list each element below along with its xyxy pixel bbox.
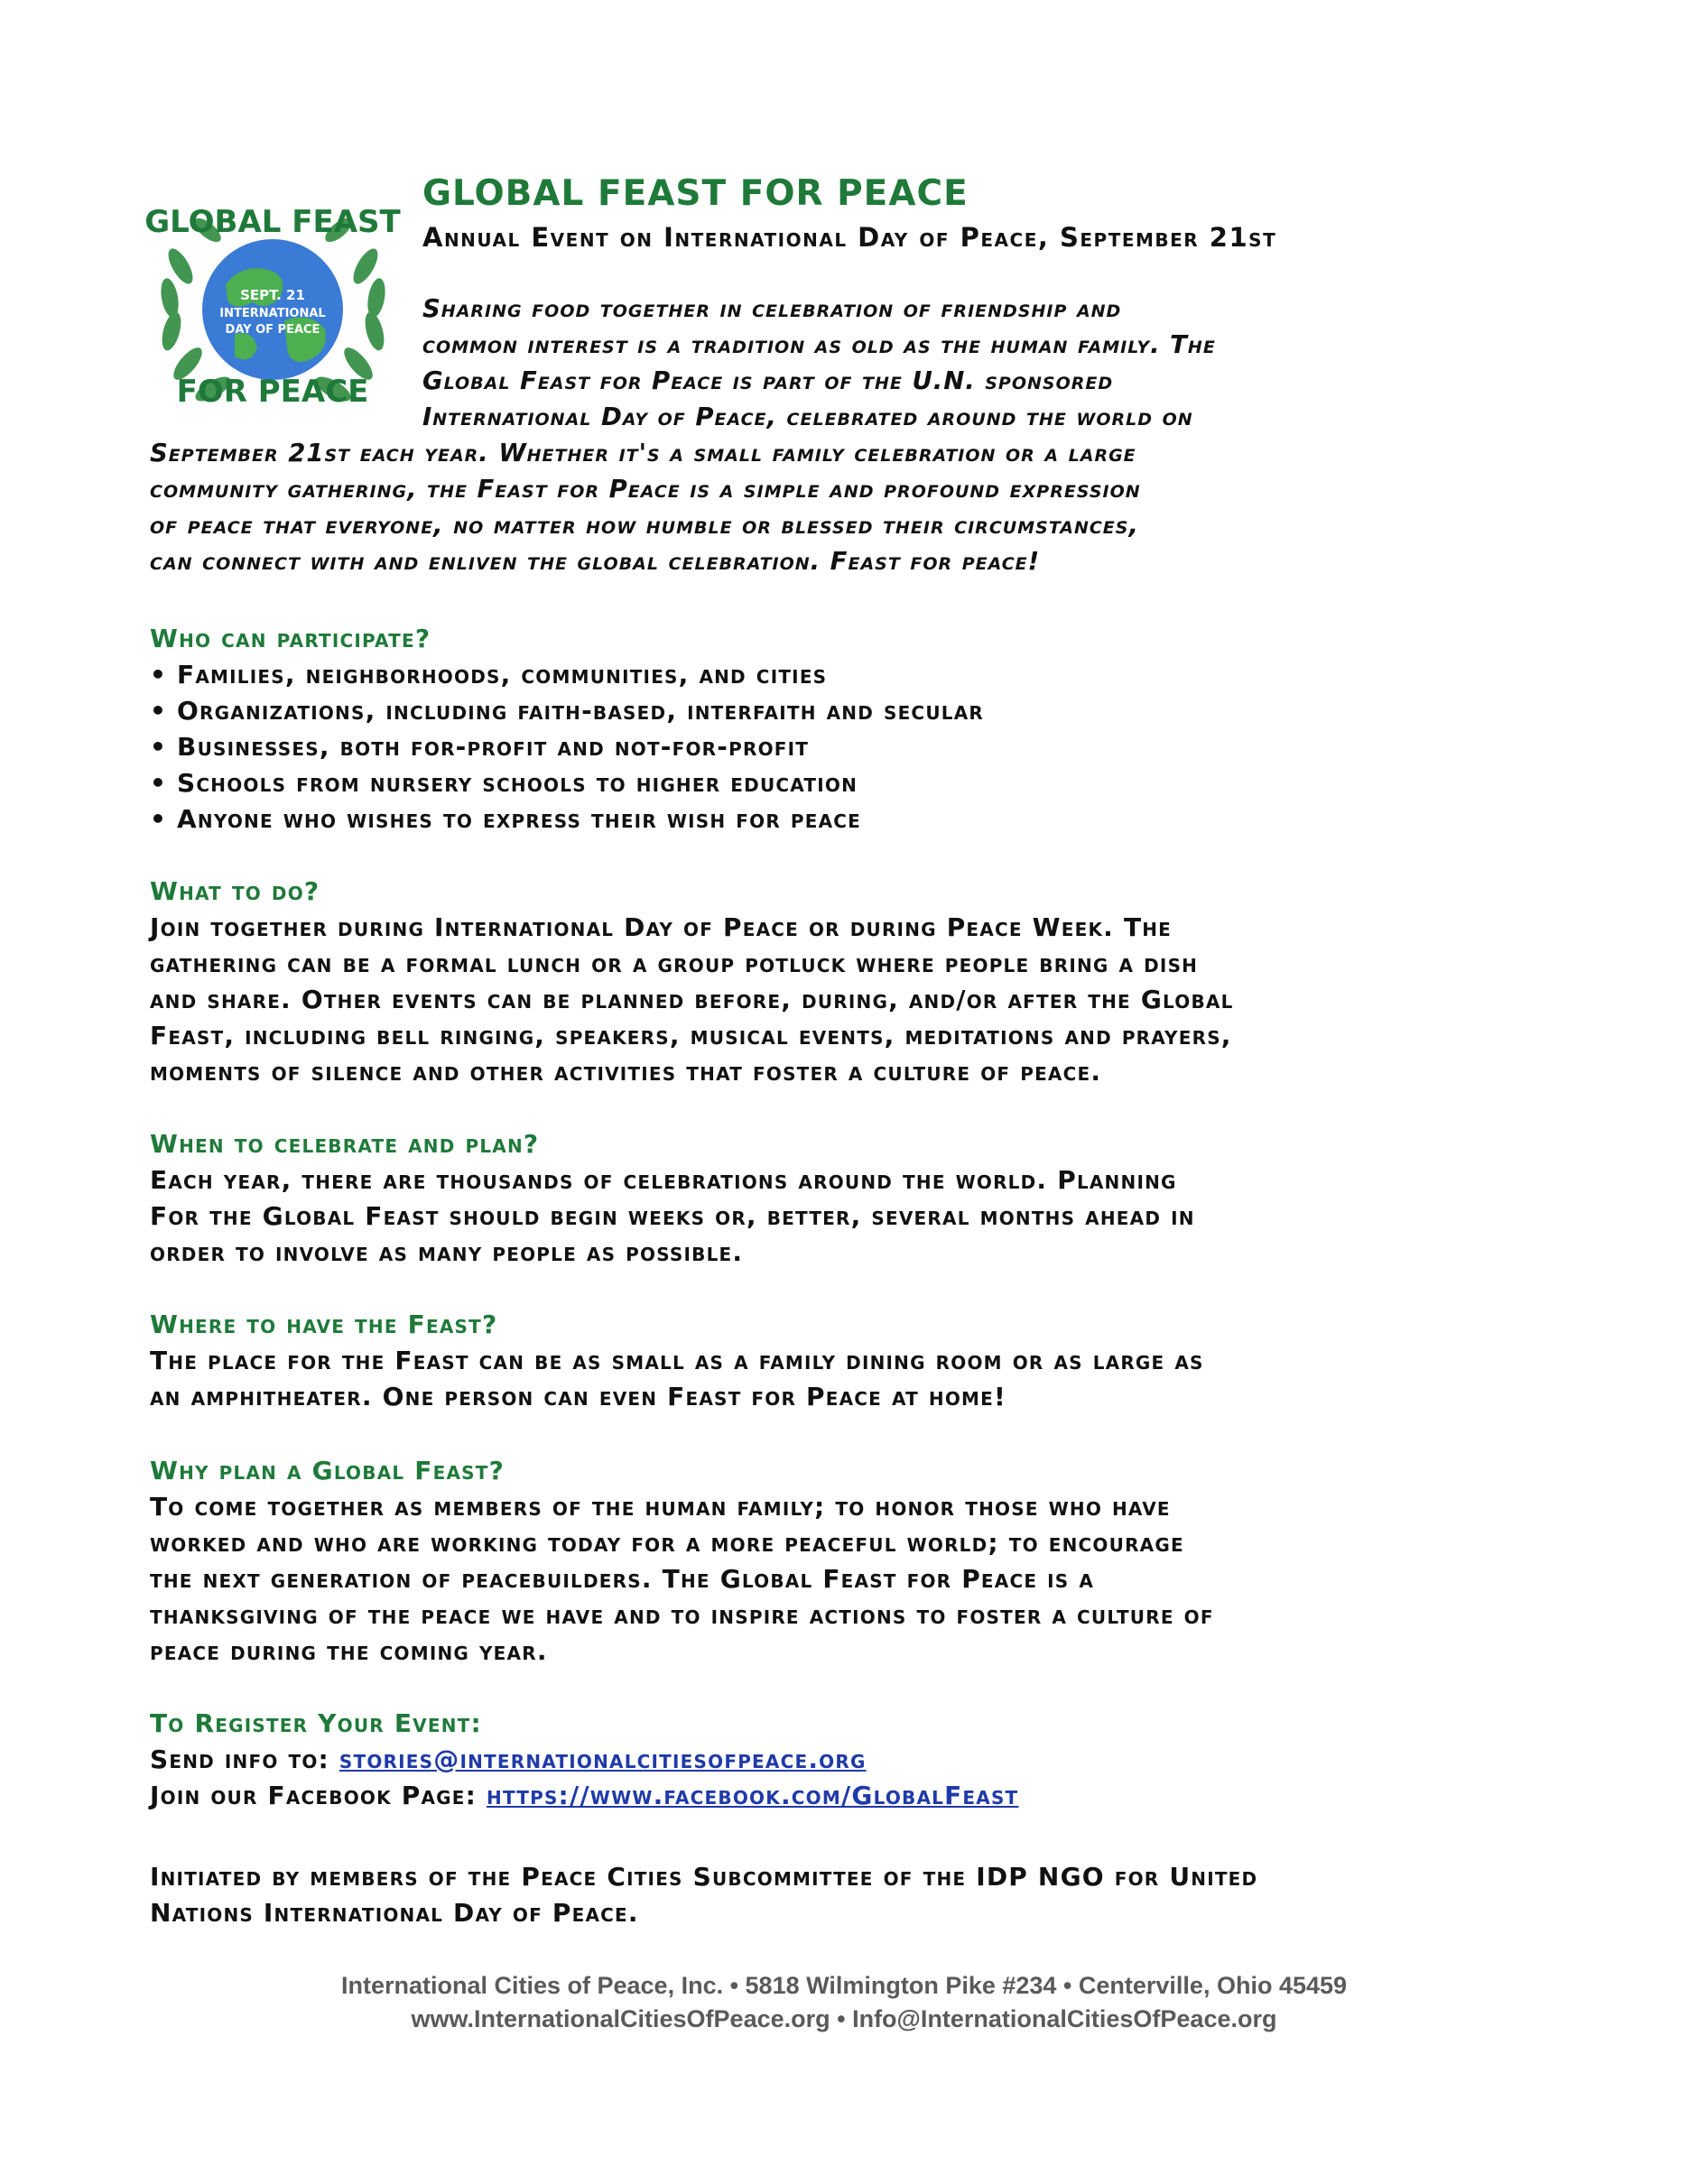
who-list-item: • Anyone who wishes to express their wish for peace xyxy=(150,804,862,834)
when-line: For the Global Feast should begin weeks or, better, several months ahead in xyxy=(150,1201,1195,1231)
what-line: gathering can be a formal lunch or a group potluck where people bring a dish xyxy=(150,949,1199,978)
register-heading: To Register Your Event: xyxy=(150,1708,482,1738)
when-line: Each year, there are thousands of celebrations around the world. Planning xyxy=(150,1165,1177,1195)
initiated-section xyxy=(150,1859,1558,1931)
why-heading: Why plan a Global Feast? xyxy=(150,1456,505,1485)
footer-address: International Cities of Peace, Inc. • 5818 Wilmington Pike #234 • Centerville, Ohio 45459 xyxy=(340,1972,1348,1999)
intro-line: Sharing food together in celebration of friendship and xyxy=(422,294,1122,323)
what-line: Feast, including bell ringing, speakers, musical events, meditations and prayers, xyxy=(150,1021,1232,1050)
initiated-line: Initiated by members of the Peace Cities Subcommittee of the IDP NGO for United xyxy=(150,1862,1258,1892)
logo-center-line3: DAY OF PEACE xyxy=(225,323,320,337)
what-section xyxy=(150,874,1558,1090)
footer xyxy=(0,1969,1688,2036)
who-list-item: • Schools from nursery schools to higher education xyxy=(150,768,858,798)
where-heading: Where to have the Feast? xyxy=(150,1309,498,1339)
who-list-item: • Organizations, including faith-based, interfaith and secular xyxy=(150,696,984,726)
logo-bottom-text: FOR PEACE xyxy=(176,374,369,410)
why-line: the next generation of peacebuilders. The Global Feast for Peace is a xyxy=(150,1564,1095,1594)
footer-contact: www.InternationalCitiesOfPeace.org • Info@InternationalCitiesOfPeace.org xyxy=(411,2005,1277,2032)
send-info-label: Send info to: xyxy=(150,1744,339,1774)
why-line: thanksgiving of the peace we have and to inspire actions to foster a culture of xyxy=(150,1600,1214,1630)
page-title: GLOBAL FEAST FOR PEACE xyxy=(422,173,969,214)
page-subtitle: Annual Event on International Day of Peace, September 21st xyxy=(422,222,1277,253)
when-section xyxy=(150,1126,1558,1271)
intro-paragraph xyxy=(150,291,1540,579)
register-section xyxy=(150,1706,1558,1814)
initiated-line: Nations International Day of Peace. xyxy=(150,1898,639,1928)
logo-top-text: GLOBAL FEAST xyxy=(144,204,401,240)
intro-line: common interest is a tradition as old as the human family. The xyxy=(422,330,1216,359)
why-line: worked and who are working today for a more peaceful world; to encourage xyxy=(150,1528,1184,1558)
facebook-label: Join our Facebook Page: xyxy=(150,1781,487,1810)
who-list-item: • Families, neighborhoods, communities, and cities xyxy=(150,660,828,689)
where-line: The place for the Feast can be as small as a family dining room or as large as xyxy=(150,1346,1204,1375)
who-heading: Who can participate? xyxy=(150,624,431,653)
what-line: Join together during International Day of Peace or during Peace Week. The xyxy=(150,912,1173,942)
who-list-item: • Businesses, both for-profit and not-for-profit xyxy=(150,732,810,762)
intro-line: Global Feast for Peace is part of the U.N. sponsored xyxy=(422,366,1114,395)
intro-line: of peace that everyone, no matter how humble or blessed their circumstances, xyxy=(150,511,1139,540)
facebook-line xyxy=(150,1778,1558,1814)
when-heading: When to celebrate and plan? xyxy=(150,1129,540,1159)
intro-line: can connect with and enliven the global celebration. Feast for peace! xyxy=(150,547,1041,576)
send-info-line xyxy=(150,1742,1558,1778)
what-heading: What to do? xyxy=(150,876,320,906)
intro-line: September 21st each year. Whether it's a small family celebration or a large xyxy=(150,439,1136,467)
why-section xyxy=(150,1453,1558,1670)
logo-center-line2: INTERNATIONAL xyxy=(219,307,326,320)
why-line: peace during the coming year. xyxy=(150,1636,548,1666)
who-section xyxy=(150,621,1558,838)
where-section xyxy=(150,1307,1558,1415)
email-link[interactable]: stories@internationalcitiesofpeace.org xyxy=(339,1744,867,1774)
what-line: moments of silence and other activities that foster a culture of peace. xyxy=(150,1057,1102,1087)
intro-line: community gathering, the Feast for Peace is a simple and profound expression xyxy=(150,475,1141,504)
what-line: and share. Other events can be planned before, during, and/or after the Global xyxy=(150,985,1234,1014)
facebook-link[interactable]: https://www.facebook.com/GlobalFeast xyxy=(487,1781,1019,1810)
where-line: an amphitheater. One person can even Feast for Peace at home! xyxy=(150,1382,1006,1411)
logo-center-line1: SEPT. 21 xyxy=(240,287,305,303)
why-line: To come together as members of the human family; to honor those who have xyxy=(150,1492,1171,1522)
when-line: order to involve as many people as possible. xyxy=(150,1237,744,1267)
intro-line: International Day of Peace, celebrated around the world on xyxy=(422,403,1193,431)
